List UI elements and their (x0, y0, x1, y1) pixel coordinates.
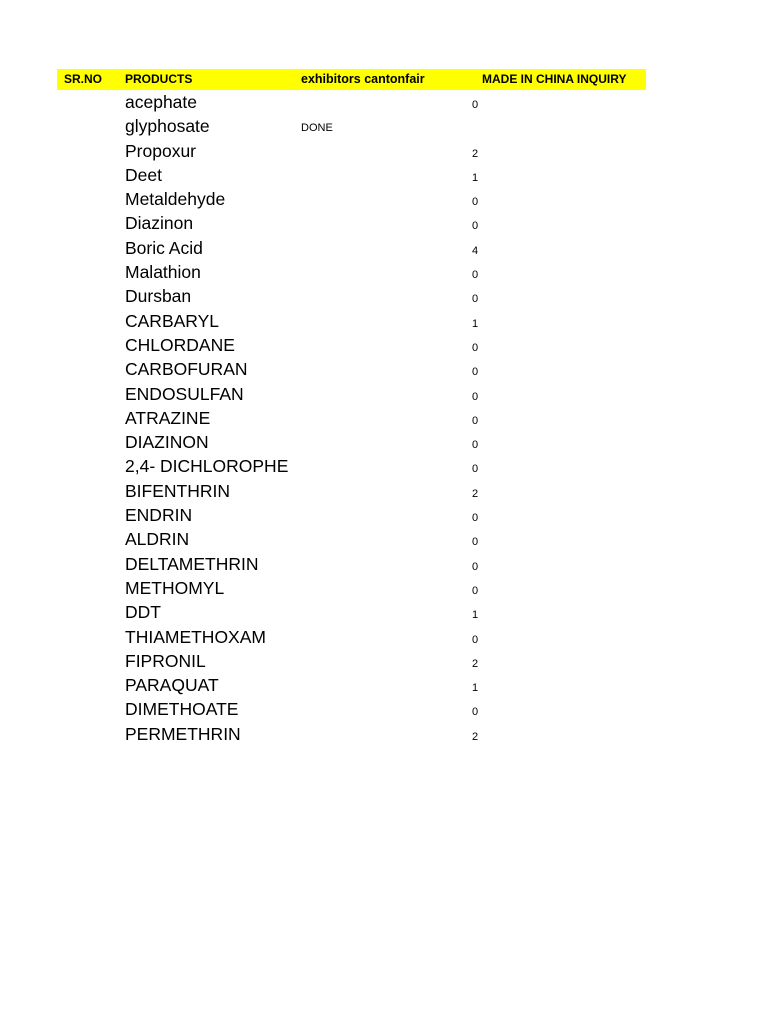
product-cell: DIMETHOATE (125, 699, 239, 720)
table-row (0, 140, 768, 164)
made-in-china-inquiry-cell: 0 (472, 293, 479, 306)
table-row (0, 237, 768, 261)
made-in-china-inquiry-cell: 2 (472, 730, 479, 743)
product-cell: Propoxur (125, 140, 197, 161)
product-cell: BIFENTHRIN (125, 480, 230, 501)
product-cell: glyphosate (125, 116, 210, 137)
made-in-china-inquiry-cell: 2 (472, 657, 479, 670)
exhibitors-cell: DONE (301, 122, 333, 135)
table-row (0, 626, 768, 650)
product-cell: DDT (125, 602, 161, 623)
made-in-china-inquiry-cell: 2 (472, 487, 479, 500)
table-body (0, 91, 768, 747)
made-in-china-inquiry-cell: 0 (472, 439, 479, 452)
table-row (0, 480, 768, 504)
table-row (0, 212, 768, 236)
made-in-china-inquiry-cell: 0 (472, 414, 479, 427)
made-in-china-inquiry-cell: 1 (472, 682, 479, 695)
table-row (0, 674, 768, 698)
product-cell: THIAMETHOXAM (125, 626, 266, 647)
table-row (0, 723, 768, 747)
made-in-china-inquiry-cell: 0 (472, 220, 479, 233)
product-cell: Dursban (125, 286, 192, 307)
made-in-china-inquiry-cell: 0 (472, 341, 479, 354)
product-cell: Boric Acid (125, 237, 203, 258)
product-cell: Metaldehyde (125, 189, 226, 210)
product-cell: DELTAMETHRIN (125, 553, 259, 574)
table-row (0, 188, 768, 212)
product-cell: ALDRIN (125, 529, 190, 550)
table-row (0, 650, 768, 674)
made-in-china-inquiry-cell: 1 (472, 609, 479, 622)
product-cell: CARBARYL (125, 310, 220, 331)
made-in-china-inquiry-cell: 4 (472, 244, 479, 257)
table-row (0, 577, 768, 601)
product-cell: METHOMYL (125, 577, 225, 598)
table-row (0, 553, 768, 577)
product-cell: CARBOFURAN (125, 359, 248, 380)
made-in-china-inquiry-cell: 1 (472, 171, 479, 184)
header-made-in-china-inquiry: MADE IN CHINA INQUIRY (482, 72, 627, 86)
made-in-china-inquiry-cell: 0 (472, 536, 479, 549)
table-row (0, 358, 768, 382)
header-srno: SR.NO (64, 72, 103, 86)
product-cell: CHLORDANE (125, 334, 235, 355)
table-row (0, 383, 768, 407)
made-in-china-inquiry-cell: 0 (472, 390, 479, 403)
table-row (0, 504, 768, 528)
table-row (0, 407, 768, 431)
product-cell: Deet (125, 164, 162, 185)
product-cell: FIPRONIL (125, 650, 206, 671)
made-in-china-inquiry-cell: 0 (472, 269, 479, 282)
made-in-china-inquiry-cell: 0 (472, 366, 479, 379)
made-in-china-inquiry-cell: 0 (472, 584, 479, 597)
header-exhibitors-cantonfair: exhibitors cantonfair (301, 72, 425, 86)
table-row (0, 601, 768, 625)
made-in-china-inquiry-cell: 0 (472, 706, 479, 719)
made-in-china-inquiry-cell: 0 (472, 633, 479, 646)
made-in-china-inquiry-cell: 0 (472, 463, 479, 476)
product-cell: Malathion (125, 262, 201, 283)
product-cell: ENDRIN (125, 505, 193, 526)
table-row (0, 164, 768, 188)
made-in-china-inquiry-cell: 1 (472, 317, 479, 330)
table-row (0, 310, 768, 334)
header-row (57, 69, 646, 90)
table-row (0, 455, 768, 479)
table-row (0, 698, 768, 722)
table-row (0, 115, 768, 139)
table-row (0, 431, 768, 455)
product-cell: PERMETHRIN (125, 723, 241, 744)
product-cell: acephate (125, 92, 198, 112)
made-in-china-inquiry-cell: 0 (472, 99, 479, 111)
made-in-china-inquiry-cell: 0 (472, 560, 479, 573)
made-in-china-inquiry-cell: 0 (472, 512, 479, 525)
table-row (0, 285, 768, 309)
table-row (0, 528, 768, 552)
header-products: PRODUCTS (125, 72, 193, 86)
made-in-china-inquiry-cell: 0 (472, 196, 479, 209)
product-cell: ATRAZINE (125, 407, 211, 428)
product-cell: ENDOSULFAN (125, 383, 244, 404)
product-cell: DIAZINON (125, 432, 209, 453)
table-row (0, 334, 768, 358)
product-cell: Diazinon (125, 213, 194, 234)
product-cell: 2,4- DICHLOROPHE (125, 456, 289, 477)
made-in-china-inquiry-cell: 2 (472, 147, 479, 160)
table-row (0, 91, 768, 115)
table-row (0, 261, 768, 285)
product-cell: PARAQUAT (125, 675, 219, 696)
